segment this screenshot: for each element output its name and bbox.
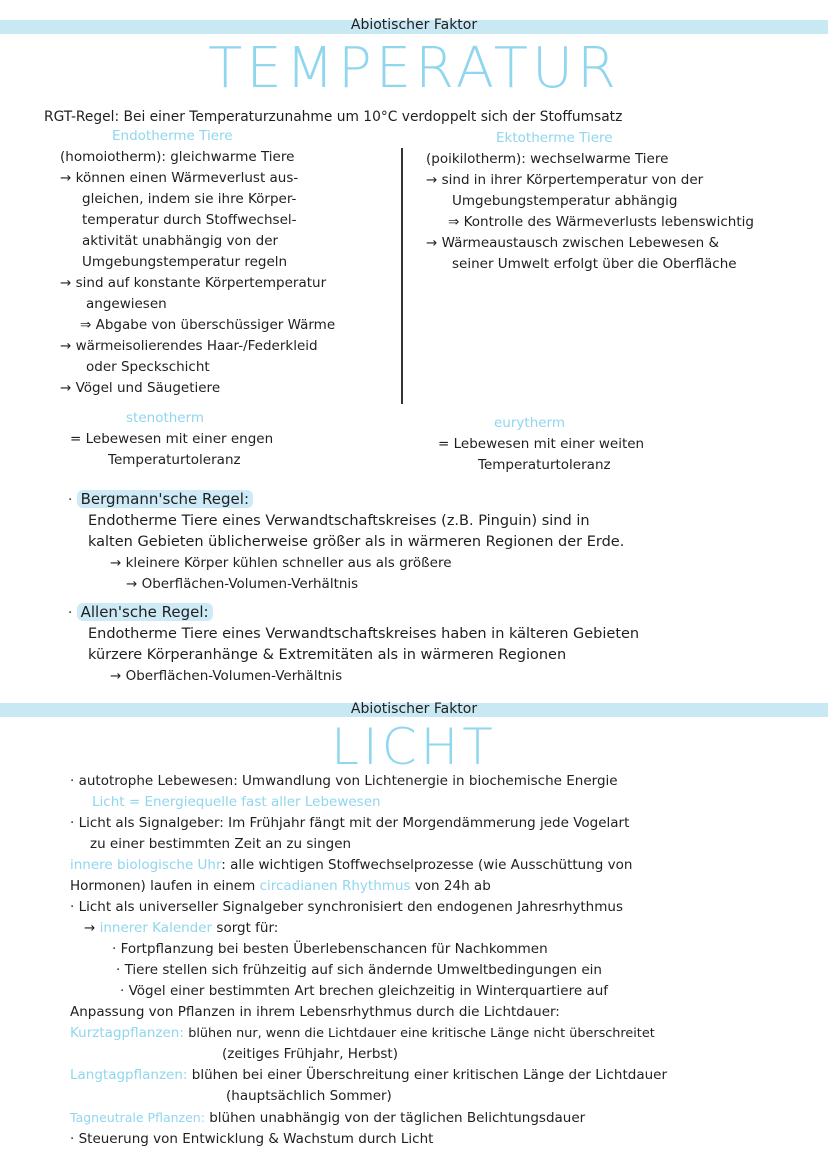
note-line: (hauptsächlich Sommer) [226,1088,392,1104]
note-line: Kurztagpflanzen: blühen nur, wenn die Lichtdauer eine kritische Länge nicht überschreitet [70,1025,655,1041]
list-item: angewiesen [86,296,167,312]
note-line: · Steuerung von Entwicklung & Wachstum durch Licht [70,1131,434,1147]
eurytherm-heading: eurytherm [494,415,566,431]
column-divider [401,148,403,404]
bergmann-heading: · Bergmann'sche Regel: [68,489,808,511]
rule-line: Endotherme Tiere eines Verwandtschaftskreises haben in kälteren Gebieten [88,626,640,642]
eurytherm-definition [438,434,644,476]
note-line: · Licht als Signalgeber: Im Frühjahr fängt mit der Morgendämmerung jede Vogelart [70,815,630,831]
definition-line: Temperaturtoleranz [478,457,611,473]
note-line [70,855,667,876]
ektotherm-heading: Ektotherme Tiere [496,130,613,146]
rule-line: kalten Gebieten üblicherweise größer als in wärmeren Regionen der Erde. [88,534,625,550]
list-item: → sind auf konstante Körpertemperatur [60,275,327,291]
list-item: → Vögel und Säugetiere [60,380,221,396]
note-line: (zeitiges Frühjahr, Herbst) [222,1046,398,1062]
list-item: (homoiotherm): gleichwarme Tiere [60,149,295,165]
note-line: zu einer bestimmten Zeit an zu singen [90,836,352,852]
temp-subtitle: Abiotischer Faktor [350,17,478,33]
allen-section [68,602,808,687]
kurztag-label: Kurztagpflanzen: [70,1025,184,1041]
rule-line: → Oberflächen-Volumen-Verhältnis [110,668,343,684]
note-line: Langtagpflanzen: blühen bei einer Überschreitung einer kritischen Länge der Lichtdauer [70,1067,668,1083]
kalender-label: innerer Kalender [99,920,213,936]
licht-title: LICHT [331,718,497,776]
list-item: ⇒ Abgabe von überschüssiger Wärme [80,317,336,333]
list-item: ⇒ Kontrolle des Wärmeverlusts lebenswichtig [448,214,754,230]
temp-title: TEMPERATUR [208,36,620,101]
note-line: · autotrophe Lebewesen: Umwandlung von Lichtenergie in biochemische Energie [70,773,618,789]
list-item: → Wärmeaustausch zwischen Lebewesen & [426,235,719,251]
definition-line: = Lebewesen mit einer engen [70,431,274,447]
uhr-text: : alle wichtigen Stoffwechselprozesse (wie Ausschüttung von [221,857,633,873]
list-item: temperatur durch Stoffwechsel- [82,212,297,228]
licht-subtitle: Abiotischer Faktor [350,701,478,717]
list-item: aktivität unabhängig von der [82,233,279,249]
note-line: Anpassung von Pflanzen in ihrem Lebensrhythmus durch die Lichtdauer: [70,1004,560,1020]
list-item: → sind in ihrer Körpertemperatur von der [426,172,704,188]
ektotherm-list [426,149,754,275]
list-item: · Tiere stellen sich frühzeitig auf sich ändernde Umweltbedingungen ein [116,962,602,978]
rule-line: Endotherme Tiere eines Verwandtschaftskreises (z.B. Pinguin) sind in [88,513,590,529]
circadian-label: circadianen Rhythmus [259,878,411,894]
definition-line: Temperaturtoleranz [108,452,241,468]
note-line: · Licht als universeller Signalgeber synchronisiert den endogenen Jahresrhythmus [70,899,623,915]
list-item: · Fortpflanzung bei besten Überlebenschancen für Nachkommen [112,941,548,957]
endotherm-heading: Endotherme Tiere [112,128,233,144]
uhr-label: innere biologische Uhr [70,857,222,873]
rgt-rule: RGT-Regel: Bei einer Temperaturzunahme um 10°C verdoppelt sich der Stoffumsatz [44,109,623,125]
endotherm-list [60,147,335,399]
rule-line: → kleinere Körper kühlen schneller aus als größere [110,555,452,571]
stenotherm-definition [70,429,273,471]
list-item: oder Speckschicht [86,359,210,375]
list-item: → können einen Wärmeverlust aus- [60,170,299,186]
list-item: (poikilotherm): wechselwarme Tiere [426,151,669,167]
list-item: Umgebungstemperatur abhängig [452,193,678,209]
list-item: → wärmeisolierendes Haar-/Federkleid [60,338,318,354]
definition-line: = Lebewesen mit einer weiten [438,436,645,452]
list-item: seiner Umwelt erfolgt über die Oberfläche [452,256,737,272]
note-line: Hormonen) laufen in einem circadianen Rhythmus von 24h ab [70,878,491,894]
bergmann-section [68,489,808,595]
list-item: gleichen, indem sie ihre Körper- [82,191,297,207]
rule-line: → Oberflächen-Volumen-Verhältnis [126,576,359,592]
note-line: → innerer Kalender sorgt für: [84,920,279,936]
tagneutral-label: Tagneutrale Pflanzen: [70,1110,205,1125]
list-item: · Vögel einer bestimmten Art brechen gleichzeitig in Winterquartiere auf [120,983,609,999]
note-line: Licht = Energiequelle fast aller Lebewesen [92,794,381,810]
stenotherm-heading: stenotherm [126,410,205,426]
note-line: Tagneutrale Pflanzen: blühen unabhängig von der täglichen Belichtungsdauer [70,1110,586,1126]
licht-notes [70,771,667,1150]
rule-line: kürzere Körperanhänge & Extremitäten als in wärmeren Regionen [88,647,567,663]
allen-heading: · Allen'sche Regel: [68,602,808,624]
langtag-label: Langtagpflanzen: [70,1067,188,1083]
list-item: Umgebungstemperatur regeln [82,254,288,270]
